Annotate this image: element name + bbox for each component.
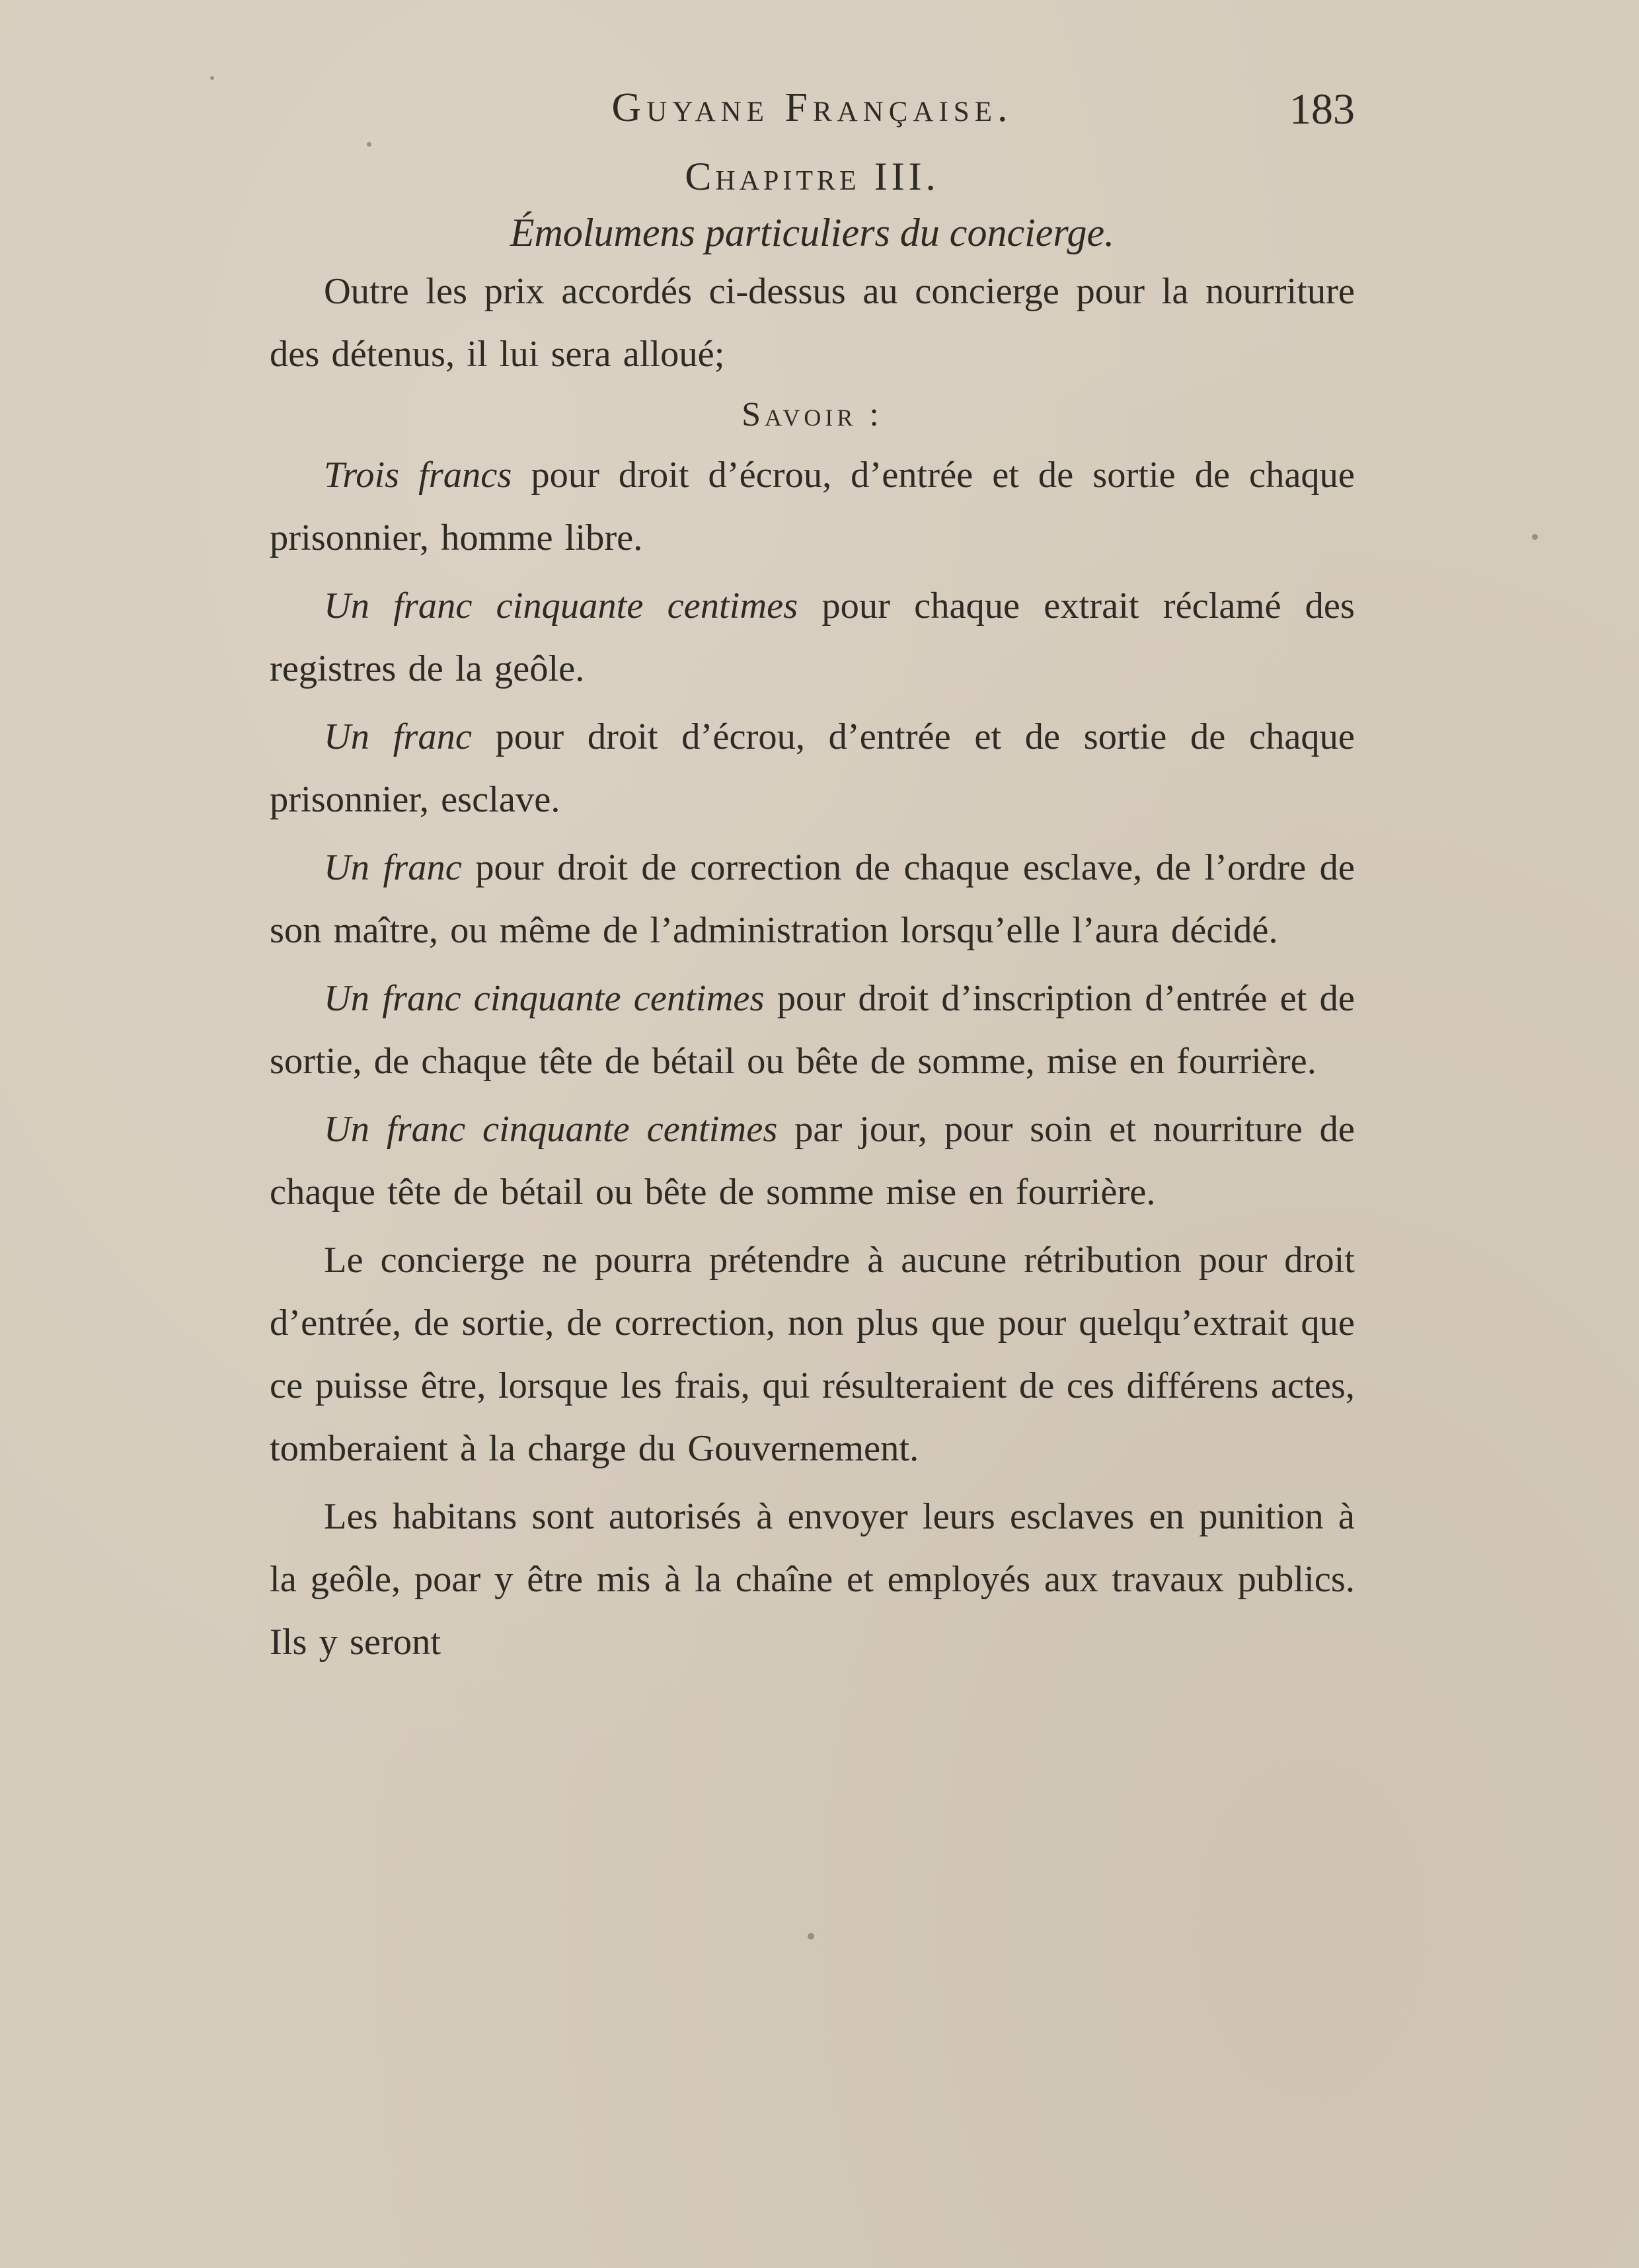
fee-paragraph	[270, 706, 1355, 831]
fee-amount: Trois francs	[324, 455, 512, 496]
fee-paragraph	[270, 837, 1355, 962]
chapter-heading: Chapitre III.	[685, 155, 940, 198]
fee-amount: Un franc cinquante centimes	[324, 586, 798, 626]
fee-amount: Un franc	[324, 847, 462, 888]
running-head	[270, 79, 1355, 145]
fee-description: pour droit d’écrou, d’entrée et de sortie de chaque prisonnier, homme libre.	[270, 455, 1355, 558]
fee-paragraph	[270, 967, 1355, 1093]
running-title: Guyane Française.	[611, 85, 1013, 130]
fee-description: pour droit d’écrou, d’entrée et de sortie de chaque prisonnier, esclave.	[270, 716, 1355, 820]
section-title: Émolumens particuliers du concierge.	[510, 211, 1115, 254]
fee-amount: Un franc	[324, 716, 472, 757]
paper-speck	[210, 76, 214, 80]
fee-description: par jour, pour soin et nourriture de chaque tête de bétail ou bête de somme mise en fourrière.	[270, 1109, 1355, 1213]
paper-speck	[808, 1933, 814, 1940]
fee-description: pour droit de correction de chaque esclave, de l’ordre de son maître, ou même de l’administration lorsqu’elle l’aura décidé.	[270, 847, 1355, 951]
fee-amount: Un franc cinquante centimes	[324, 978, 765, 1019]
savoir-heading: Savoir :	[742, 396, 883, 434]
fee-amount: Un franc cinquante centimes	[324, 1109, 778, 1150]
fee-description: pour chaque extrait réclamé des registres de la geôle.	[270, 586, 1355, 689]
fee-description: pour droit d’inscription d’entrée et de sortie, de chaque tête de bétail ou bête de somme, mise en fourrière.	[270, 978, 1355, 1082]
intro-paragraph: Outre les prix accordés ci-dessus au concierge pour la nourriture des détenus, il lui sera alloué;	[270, 271, 1355, 375]
fee-paragraph	[270, 1098, 1355, 1224]
fee-paragraph	[270, 575, 1355, 700]
closing-paragraph: Le concierge ne pourra prétendre à aucune rétribution pour droit d’entrée, de sortie, de correction, non plus que pour quelqu’extrait que ce puisse être, lorsque les frais, qui résulteraient de ces différens actes, tomberaient à la charge du Gouvernement.	[270, 1240, 1355, 1469]
closing-paragraph: Les habitans sont autorisés à envoyer leurs esclaves en punition à la geôle, poar y être mis à la chaîne et employés aux travaux publics. Ils y seront	[270, 1496, 1355, 1663]
paper-speck	[367, 142, 371, 147]
book-page	[270, 79, 1355, 1674]
page-number: 183	[1289, 85, 1355, 133]
paper-speck	[1532, 534, 1538, 540]
fee-paragraph	[270, 444, 1355, 570]
